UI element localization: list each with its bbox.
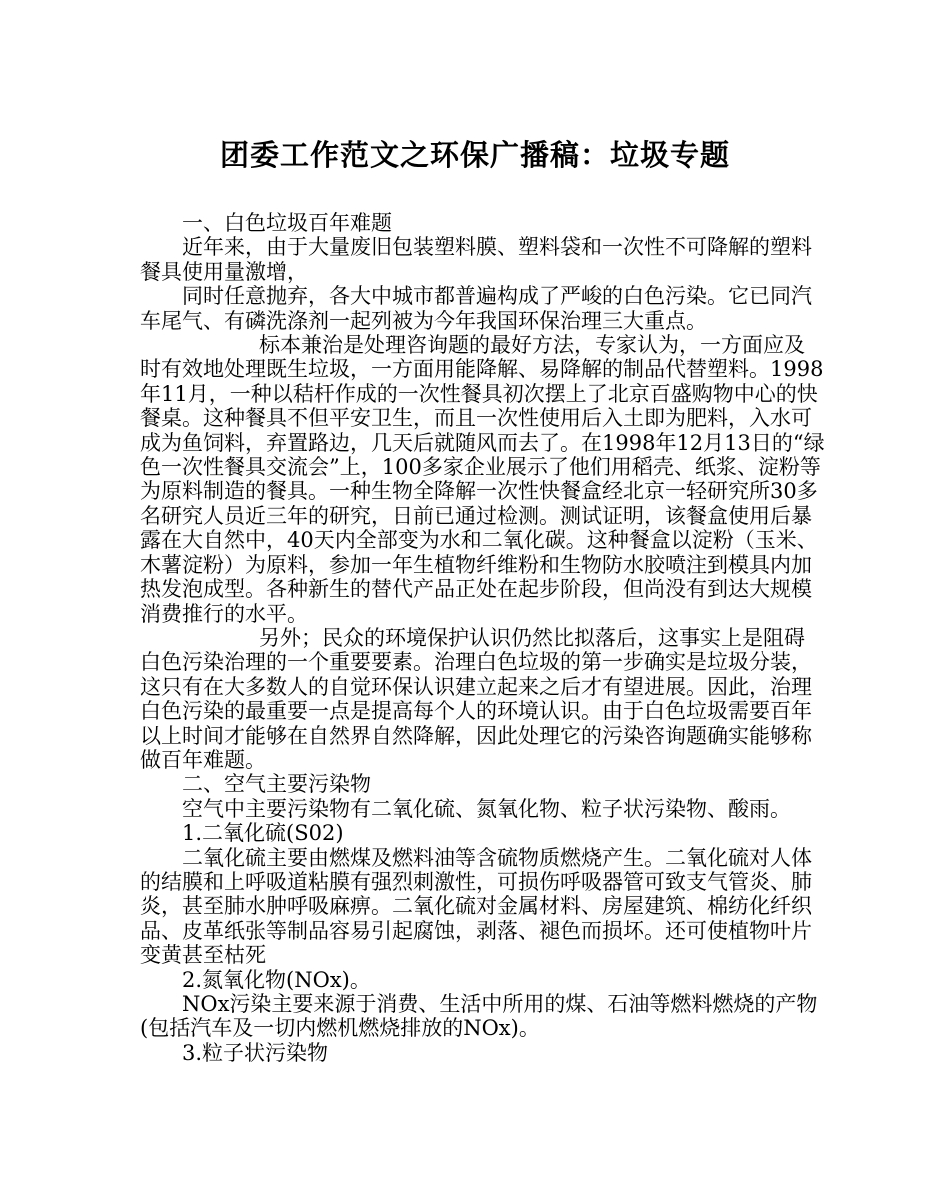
document-title: 团委工作范文之环保广播稿：垃圾专题 bbox=[219, 138, 730, 172]
section-heading: 一、白色垃圾百年难题 bbox=[182, 211, 392, 235]
subheading: 3.粒子状污染物 bbox=[182, 1040, 329, 1065]
section-heading: 二、空气主要污染物 bbox=[182, 772, 371, 797]
subheading: 1.二氧化硫(S02) bbox=[182, 821, 344, 846]
paragraph: 空气中主要污染物有二氧化硫、氮氧化物、粒子状污染物、酸雨。 bbox=[182, 796, 791, 821]
paragraph: NOx污染主要来源于消费、生活中所用的煤、石油等燃料燃烧的产物(包括汽车及一切内燃机燃烧排放的NOx)。 bbox=[140, 992, 818, 1041]
paragraph: 另外；民众的环境保护认识仍然比拟落后，这事实上是阻碍白色污染治理的一个重要要素。治理白色垃圾的第一步确实是垃圾分装，这只有在大多数人的自觉环保认识建立起来之后才有望进展。因此，治理白色污染的最重要一点是提高每个人的环境认识。由于白色垃圾需要百年以上时间才能够在自然界自然降解，因此处理它的污染咨询题确实能够称做百年难题。 bbox=[140, 625, 812, 772]
paragraph: 同时任意抛弃，各大中城市都普遍构成了严峻的白色污染。它已同汽 车尾气、有磷洗涤剂一起列被为今年我国环保治理三大重点。 bbox=[140, 284, 812, 333]
paragraph: 近年来，由于大量废旧包装塑料膜、塑料袋和一次性不可降解的塑料餐具使用量激增， bbox=[140, 235, 812, 284]
paragraph: 二氧化硫主要由燃煤及燃料油等含硫物质燃烧产生。二氧化硫对人体的结膜和上呼吸道粘膜有强烈刺激性，可损伤呼吸器管可致支气管炎、肺炎，甚至肺水肿呼吸麻痹。二氧化硫对金属材料、房屋建筑、棉纺化纤织品、皮革纸张等制品容易引起腐蚀，剥落、褪色而损坏。还可使植物叶片变黄甚至枯死 bbox=[140, 845, 812, 968]
paragraph: 标本兼治是处理咨询题的最好方法，专家认为，一方面应及时有效地处理既生垃圾，一方面用能降解、易降解的制品代替塑料。1998年11月，一种以秸杆作成的一次性餐具初次摆上了北京百盛购物中心的快餐桌。这种餐具不但平安卫生，而且一次性使用后入土即为肥料，入水可成为鱼饲料，弃置路边，几天后就随风而去了。在1998年12月13日的“绿色一次性餐具交流会”上，100多家企业展示了他们用稻壳、纸浆、淀粉等为原料制造的餐具。一种生物全降解一次性快餐盒经北京一轻研究所30多名研究人员近三年的研究，日前已通过检测。测试证明，该餐盒使用后暴露在大自然中，40天内全部变为水和二氧化碳。这种餐盒以淀粉（玉米、木薯淀粉）为原料，参加一年生植物纤维粉和生物防水胶喷注到模具内加热发泡成型。各种新生的替代产品正处在起步阶段，但尚没有到达大规模消费推行的水平。 bbox=[140, 333, 825, 626]
subheading: 2.氮氧化物(NOx)。 bbox=[182, 967, 371, 992]
document-body bbox=[140, 211, 825, 1065]
